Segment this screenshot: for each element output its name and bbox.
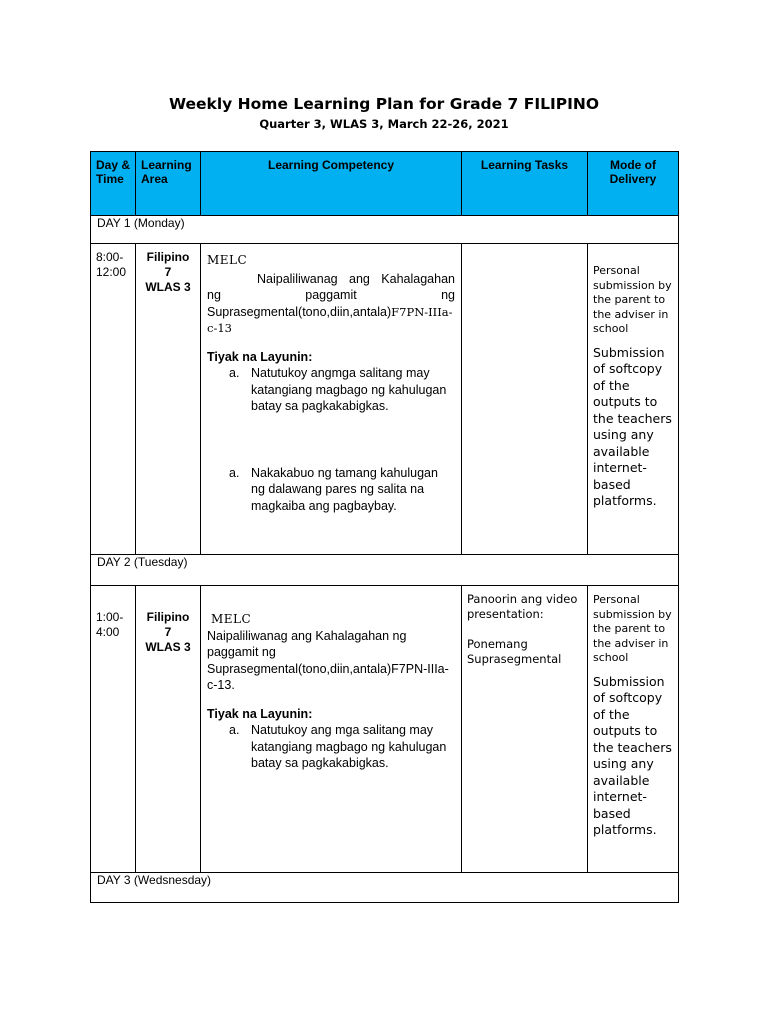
day2-area-grade: 7	[164, 625, 172, 639]
day1-time: 8:00-12:00	[91, 244, 136, 555]
document-subtitle: Quarter 3, WLAS 3, March 22-26, 2021	[259, 117, 509, 131]
day3-label: DAY 3 (Wedsnesday)	[91, 873, 679, 903]
list-item-text: Natutukoy ang mga salitang may katangiang magbago ng kahulugan batay sa pagkakabigkas.	[251, 723, 447, 770]
day1-competency-code: F7PN-IIIa-c-13	[207, 304, 453, 335]
day1-area-grade: 7	[164, 265, 172, 279]
day2-task-topic: Ponemang Suprasegmental	[467, 637, 562, 666]
day1-mode-softcopy: Submission of softcopy of the outputs to the teachers using any available internet-based platforms.	[593, 344, 672, 508]
day2-area-wlas: WLAS 3	[145, 640, 191, 654]
day3-label-row	[91, 873, 679, 903]
day2-learning-tasks	[462, 586, 588, 873]
header-day-time: Day & Time	[91, 152, 136, 216]
day2-competency-text: Naipaliliwanag ang Kahalagahan ng paggamit ng Suprasegmental(tono,diin,antala)F7PN-IIIa-c-13.	[207, 628, 449, 692]
day1-mode-personal: Personal submission by the parent to the adviser in school	[593, 264, 672, 335]
day2-layunin-label: Tiyak na Layunin:	[207, 706, 313, 721]
day1-learning-tasks	[462, 244, 588, 555]
day2-time: 1:00-4:00	[91, 586, 136, 873]
day1-objectives-list	[207, 365, 455, 514]
list-item-text: Natutukoy angmga salitang may katangiang magbago ng kahulugan batay sa pagkakabigkas.	[251, 366, 447, 413]
day1-mode-of-delivery	[588, 244, 679, 555]
table-header-row	[91, 152, 679, 216]
list-item-text: Nakakabuo ng tamang kahulugan ng dalawang pares ng salita na magkaiba ang pagbaybay.	[251, 465, 438, 513]
day2-mode-of-delivery	[588, 586, 679, 873]
day2-melc: MELC	[211, 612, 252, 626]
list-marker: a.	[229, 366, 240, 380]
day1-label: DAY 1 (Monday)	[91, 216, 679, 244]
day2-competency	[201, 586, 462, 873]
day2-label-row	[91, 555, 679, 586]
day2-label: DAY 2 (Tuesday)	[91, 555, 679, 586]
day1-competency-body: Naipaliliwanag ang Kahalagahan ng paggamit ng Suprasegmental(tono,diin,antala)	[207, 271, 455, 319]
day1-melc: MELC	[207, 253, 248, 267]
list-marker: a.	[229, 723, 240, 737]
day1-layunin-label: Tiyak na Layunin:	[207, 349, 313, 364]
day1-area-wlas: WLAS 3	[145, 280, 191, 294]
day2-learning-area	[136, 586, 201, 873]
day1-label-row	[91, 216, 679, 244]
day1-area-subject: Filipino	[146, 250, 190, 264]
day2-mode-personal: Personal submission by the parent to the adviser in school	[593, 593, 672, 664]
day1-learning-area	[136, 244, 201, 555]
day2-task-video: Panoorin ang video presentation:	[467, 592, 578, 621]
day1-content-row	[91, 244, 679, 555]
list-marker: a.	[229, 465, 240, 480]
list-item	[207, 722, 455, 772]
header-learning-tasks: Learning Tasks	[462, 152, 588, 216]
list-item	[207, 465, 455, 515]
header-learning-area: Learning Area	[136, 152, 201, 216]
day1-competency	[201, 244, 462, 555]
day2-objectives-list	[207, 722, 455, 772]
day1-competency-text	[207, 271, 455, 337]
list-item	[207, 365, 455, 415]
document-title: Weekly Home Learning Plan for Grade 7 FILIPINO	[168, 95, 600, 113]
day2-mode-softcopy: Submission of softcopy of the outputs to the teachers using any available internet-based platforms.	[593, 673, 672, 837]
header-learning-competency: Learning Competency	[201, 152, 462, 216]
header-mode-of-delivery: Mode of Delivery	[588, 152, 679, 216]
day2-area-subject: Filipino	[146, 610, 190, 624]
learning-plan-table	[90, 151, 679, 903]
day2-content-row	[91, 586, 679, 873]
